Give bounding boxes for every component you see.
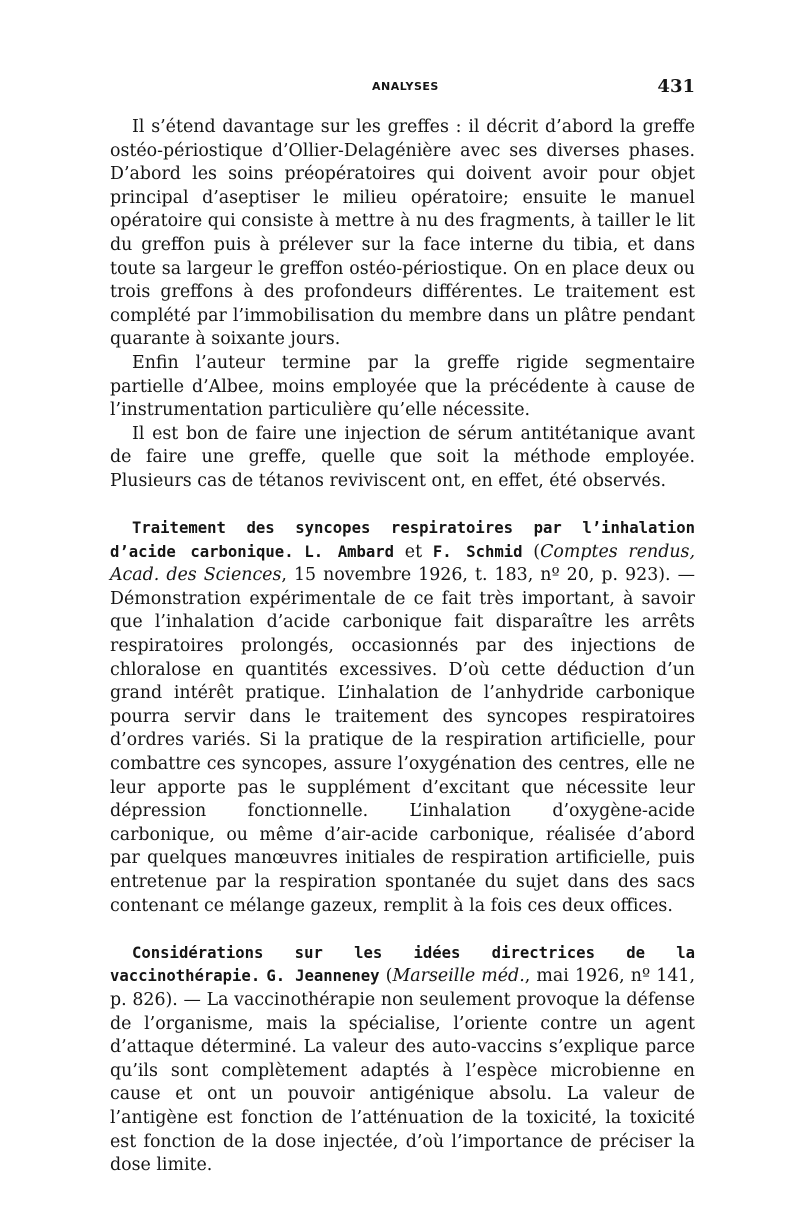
article-body <box>110 116 695 1178</box>
page-number: 431 <box>657 76 695 97</box>
journal-title: Comptes rendus, Acad. des Sciences <box>110 541 695 586</box>
citation-details: , mai 1926, nº 141, p. 826). <box>110 966 695 1010</box>
author-conjunction: et <box>404 541 423 562</box>
abstract-text: Démonstration expérimentale de ce fait très important, à savoir que l’inhalation d’acide carbonique fait disparaître les arrêts respiratoires prolongés, occasionnés par des injections de chloralose en quantités excessives. D’où cette déduction d’un grand intérêt pratique. L’inhalation de l’anhydride carbonique pourra servir dans le traitement des syncopes respiratoires d’ordres variés. Si la pratique de la respiration artificielle, pour combattre ces syncopes, assure l’oxygénation des centres, elle ne leur apporte pas le supplément d’excitant que nécessite leur dépression fonctionnelle. L’inhalation d’oxygène-acide carbonique, ou même d’air-acide carbonique, réalisée d’abord par quelques manœuvres initiales de respiration artificielle, puis entretenue par la respiration spontanée du sujet dans des sacs contenant ce mélange gazeux, remplit à la fois ces deux offices. <box>110 588 695 916</box>
abstract-text: La vaccinothérapie non seulement provoque la défense de l’organisme, mais la spécialise, l’oriente contre un agent d’attaque déterminé. La valeur des auto-vaccins s’explique parce qu’ils sont complètement adaptés à l’espèce microbienne en cause et ont un pouvoir antigénique absolu. La valeur de l’antigène est fonction de l’atténuation de la toxicité, la toxicité est fonction de la dose injectée, d’où l’importance de préciser la dose limite. <box>110 989 695 1176</box>
paragraph: Il s’étend davantage sur les greffes : il décrit d’abord la greffe ostéo-périostique d’Ollier-Delagénière avec ses diverses phases. D’abord les soins préopératoires qui doivent avoir pour objet principal d’aseptiser le milieu opératoire; ensuite le manuel opératoire qui consiste à mettre à nu des fragments, à tailler le lit du greffon puis à prélever sur la face interne du tibia, et dans toute sa largeur le greffon ostéo-périostique. On en place deux ou trois greffons à des profondeurs différentes. Le traitement est complété par l’immobilisation du membre dans un plâtre pendant quarante à soixante jours. <box>110 117 695 350</box>
citation-details: , 15 novembre 1926, t. 183, nº 20, p. 923). <box>281 565 671 586</box>
abstract-title: Considérations sur les idées directrices de la vaccinothérapie. <box>110 943 695 986</box>
running-head: ANALYSES <box>372 80 439 93</box>
section-gap <box>110 918 695 942</box>
abstract-jeanneney: Considérations sur les idées directrices de la vaccinothérapie. G. Jeanneney (Marseille méd., mai 1926, nº 141, p. 826). — La vaccinothérapie non seulement provoque la défense de l’organisme, mais la spécialise, l’oriente contre un agent d’attaque déterminé. La valeur des auto-vaccins s’explique parce qu’ils sont complètement adaptés à l’espèce microbienne en cause et ont un pouvoir antigénique absolu. La valeur de l’antigène est fonction de l’atténuation de la toxicité, la toxicité est fonction de la dose injectée, d’où l’importance de préciser la dose limite. <box>110 943 695 1176</box>
section-gap <box>110 494 695 518</box>
abstract-ambard-schmid: Traitement des syncopes respiratoires par l’inhalation d’acide carbonique. L. Ambard et F. Schmid (Comptes rendus, Acad. des Sciences, 15 novembre 1926, t. 183, nº 20, p. 923). — Démonstration expérimentale de ce fait très important, à savoir que l’inhalation d’acide carbonique fait disparaître les arrêts respiratoires prolongés, occasionnés par des injections de chloralose en quantités excessives. D’où cette déduction d’un grand intérêt pratique. L’inhalation de l’anhydride carbonique pourra servir dans le traitement des syncopes respiratoires d’ordres variés. Si la pratique de la respiration artificielle, pour combattre ces syncopes, assure l’oxygénation des centres, elle ne leur apporte pas le supplément d’excitant que nécessite leur dépression fonctionnelle. L’inhalation d’oxygène-acide carbonique, ou même d’air-acide carbonique, réalisée d’abord par quelques manœuvres initiales de respiration artificielle, puis entretenue par la respiration spontanée du sujet dans des sacs contenant ce mélange gazeux, remplit à la fois ces deux offices. <box>110 519 695 916</box>
abstract-author: F. Schmid <box>432 542 523 561</box>
journal-title: Marseille méd. <box>392 966 525 987</box>
page-header <box>110 76 695 100</box>
abstract-title: Traitement des syncopes respiratoires par l’inhalation d’acide carbonique. <box>110 519 695 561</box>
paragraph: Il est bon de faire une injection de sérum antitétanique avant de faire une greffe, quelle que soit la méthode employée. Plusieurs cas de tétanos reviviscent ont, en effet, été observés. <box>110 423 695 491</box>
paragraph: Enfin l’auteur termine par la greffe rigide segmentaire partielle d’Albee, moins employée que la précédente à cause de l’instrumentation particulière qu’elle nécessite. <box>110 352 695 421</box>
abstract-author: G. Jeanneney <box>266 967 380 986</box>
abstract-author: L. Ambard <box>304 542 395 561</box>
